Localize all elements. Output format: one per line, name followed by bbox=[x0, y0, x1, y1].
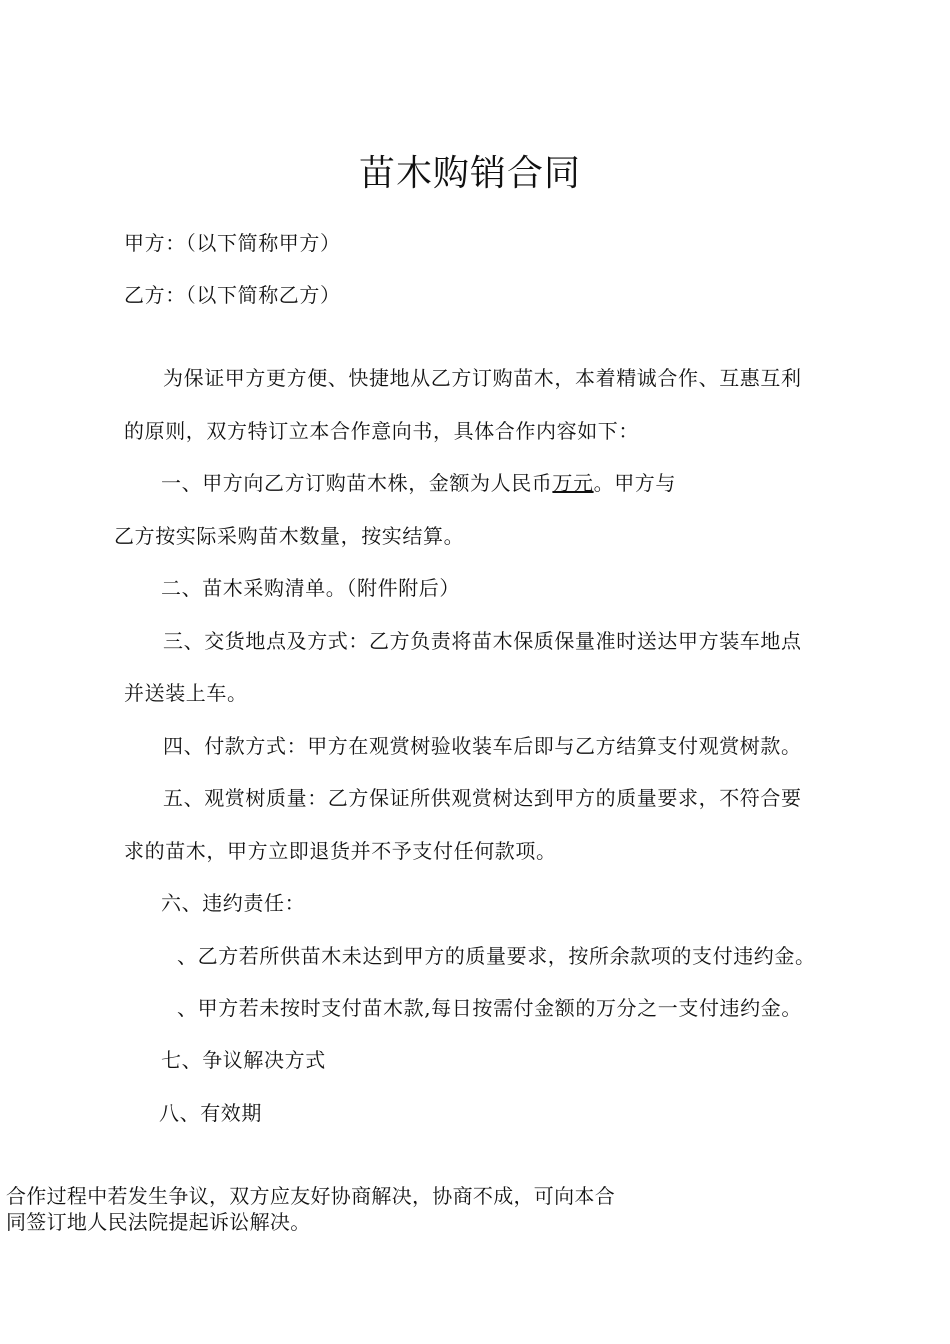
clause-5-line-2: 求的苗木，甲方立即退货并不予支付任何款项。 bbox=[124, 839, 557, 863]
clause-8: 八、有效期 bbox=[159, 1101, 262, 1125]
clause-4: 四、付款方式：甲方在观赏树验收装车后即与乙方结算支付观赏树款。 bbox=[163, 734, 802, 758]
clause-1-text-a: 一、甲方向乙方订购苗木株，金额为人民币 bbox=[161, 471, 553, 495]
clause-1-line-2: 乙方按实际采购苗木数量，按实结算。 bbox=[114, 524, 465, 548]
intro-paragraph-line-1: 为保证甲方更方便、快捷地从乙方订购苗木，本着精诚合作、互惠互利 bbox=[163, 366, 802, 390]
clause-1-text-b: 。甲方与 bbox=[593, 471, 677, 495]
clause-6-item-2: 、甲方若未按时支付苗木款,每日按需付金额的万分之一支付违约金。 bbox=[177, 996, 802, 1020]
party-a-line: 甲方：（以下简称甲方） bbox=[124, 231, 341, 255]
dispute-line-1: 合作过程中若发生争议，双方应友好协商解决，协商不成，可向本合 bbox=[6, 1184, 615, 1208]
clause-3-line-2: 并送装上车。 bbox=[124, 681, 248, 705]
intro-paragraph-line-2: 的原则，双方特订立本合作意向书，具体合作内容如下： bbox=[124, 419, 639, 443]
party-b-line: 乙方：（以下简称乙方） bbox=[124, 283, 341, 307]
dispute-line-2: 同签订地人民法院提起诉讼解决。 bbox=[6, 1210, 311, 1234]
clause-6-item-1: 、乙方若所供苗木未达到甲方的质量要求，按所余款项的支付违约金。 bbox=[177, 944, 816, 968]
clause-1-line-1 bbox=[161, 469, 676, 497]
clause-5-line-1: 五、观赏树质量：乙方保证所供观赏树达到甲方的质量要求，不符合要 bbox=[163, 786, 802, 810]
page-title: 苗木购销合同 bbox=[358, 153, 581, 194]
clause-3-line-1: 三、交货地点及方式：乙方负责将苗木保质保量准时送达甲方装车地点 bbox=[163, 629, 802, 653]
clause-6-heading: 六、违约责任： bbox=[161, 891, 306, 915]
clause-1-amount-unit: 万元 bbox=[552, 471, 594, 495]
clause-2: 二、苗木采购清单。（附件附后） bbox=[161, 576, 460, 600]
clause-7: 七、争议解决方式 bbox=[161, 1048, 326, 1072]
